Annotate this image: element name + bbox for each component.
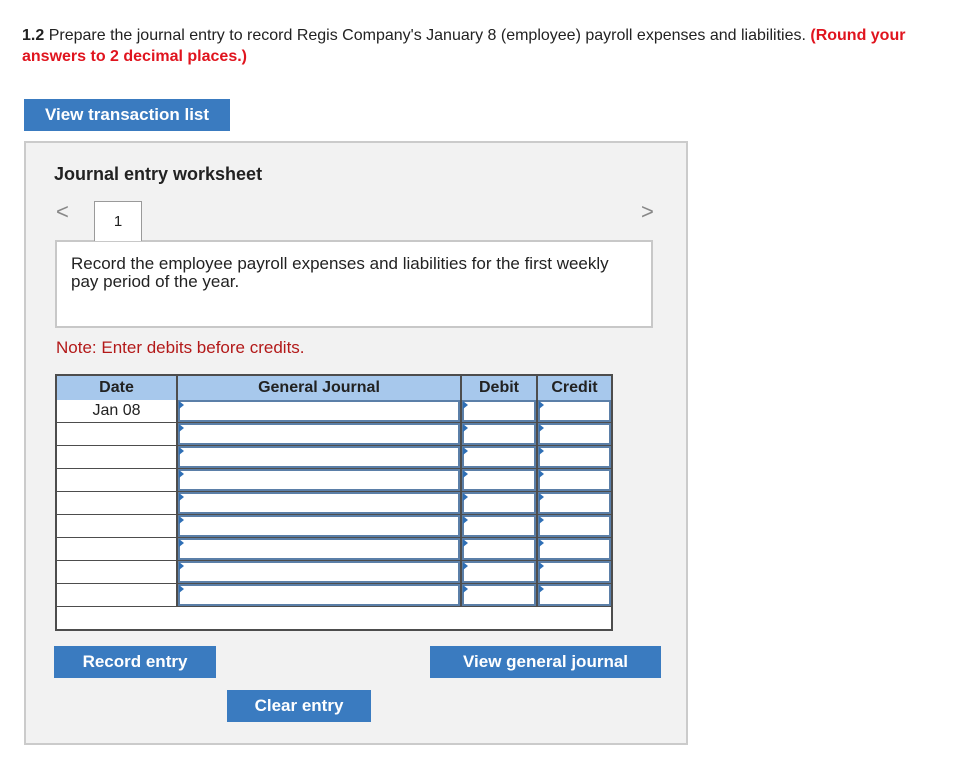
date-cell[interactable] bbox=[57, 423, 178, 446]
credit-input[interactable] bbox=[540, 471, 609, 489]
credit-cell bbox=[538, 538, 611, 561]
dropdown-marker-icon bbox=[463, 401, 468, 409]
debit-cell bbox=[462, 400, 538, 423]
account-input[interactable] bbox=[180, 425, 458, 443]
dropdown-marker-icon bbox=[539, 585, 544, 593]
journal-entry-worksheet bbox=[24, 141, 688, 745]
credit-input[interactable] bbox=[540, 402, 609, 420]
table-row bbox=[57, 492, 611, 515]
dropdown-marker-icon bbox=[179, 539, 184, 547]
dropdown-marker-icon bbox=[539, 562, 544, 570]
view-transaction-list-button[interactable]: View transaction list bbox=[24, 99, 230, 131]
date-cell[interactable] bbox=[57, 446, 178, 469]
journal-table bbox=[55, 374, 613, 631]
debit-input[interactable] bbox=[464, 425, 534, 443]
dropdown-marker-icon bbox=[463, 424, 468, 432]
dropdown-marker-icon bbox=[539, 401, 544, 409]
credit-cell bbox=[538, 515, 611, 538]
table-row bbox=[57, 400, 611, 423]
account-cell bbox=[178, 584, 462, 607]
chevron-right-icon[interactable]: > bbox=[641, 199, 654, 224]
clear-entry-button[interactable]: Clear entry bbox=[227, 690, 371, 722]
account-input[interactable] bbox=[180, 471, 458, 489]
column-header-general-journal: General Journal bbox=[178, 376, 462, 400]
dropdown-marker-icon bbox=[179, 585, 184, 593]
account-cell bbox=[178, 400, 462, 423]
dropdown-marker-icon bbox=[539, 470, 544, 478]
debit-input[interactable] bbox=[464, 540, 534, 558]
debit-input[interactable] bbox=[464, 402, 534, 420]
question-body: Prepare the journal entry to record Regis Company's January 8 (employee) payroll expenses and liabilities. bbox=[44, 27, 811, 44]
debit-cell bbox=[462, 492, 538, 515]
dropdown-marker-icon bbox=[179, 493, 184, 501]
dropdown-marker-icon bbox=[463, 562, 468, 570]
date-cell[interactable] bbox=[57, 469, 178, 492]
debit-cell bbox=[462, 446, 538, 469]
account-cell bbox=[178, 423, 462, 446]
account-cell bbox=[178, 561, 462, 584]
account-input[interactable] bbox=[180, 540, 458, 558]
account-cell bbox=[178, 492, 462, 515]
worksheet-tab-1[interactable]: 1 bbox=[94, 201, 142, 241]
chevron-left-icon[interactable]: < bbox=[56, 199, 69, 224]
date-cell[interactable] bbox=[57, 561, 178, 584]
dropdown-marker-icon bbox=[463, 539, 468, 547]
table-row bbox=[57, 446, 611, 469]
date-cell[interactable]: Jan 08 bbox=[57, 400, 178, 423]
debit-cell bbox=[462, 584, 538, 607]
debit-cell bbox=[462, 561, 538, 584]
dropdown-marker-icon bbox=[539, 447, 544, 455]
account-input[interactable] bbox=[180, 494, 458, 512]
account-input[interactable] bbox=[180, 517, 458, 535]
credit-cell bbox=[538, 469, 611, 492]
debit-input[interactable] bbox=[464, 471, 534, 489]
credit-cell bbox=[538, 492, 611, 515]
account-cell bbox=[178, 446, 462, 469]
credit-cell bbox=[538, 400, 611, 423]
dropdown-marker-icon bbox=[539, 516, 544, 524]
dropdown-marker-icon bbox=[179, 516, 184, 524]
dropdown-marker-icon bbox=[539, 493, 544, 501]
credit-input[interactable] bbox=[540, 517, 609, 535]
worksheet-title: Journal entry worksheet bbox=[54, 164, 263, 184]
credit-input[interactable] bbox=[540, 425, 609, 443]
column-header-credit: Credit bbox=[538, 376, 611, 400]
dropdown-marker-icon bbox=[179, 447, 184, 455]
debit-cell bbox=[462, 469, 538, 492]
account-cell bbox=[178, 469, 462, 492]
dropdown-marker-icon bbox=[463, 493, 468, 501]
question-text bbox=[22, 25, 957, 67]
view-general-journal-button[interactable]: View general journal bbox=[430, 646, 661, 678]
account-input[interactable] bbox=[180, 448, 458, 466]
credit-cell bbox=[538, 584, 611, 607]
round-note: (Round your answers to 2 decimal places.) bbox=[22, 27, 906, 65]
dropdown-marker-icon bbox=[179, 470, 184, 478]
date-cell[interactable] bbox=[57, 492, 178, 515]
credit-input[interactable] bbox=[540, 448, 609, 466]
dropdown-marker-icon bbox=[463, 447, 468, 455]
debit-cell bbox=[462, 515, 538, 538]
account-input[interactable] bbox=[180, 563, 458, 581]
debit-input[interactable] bbox=[464, 448, 534, 466]
table-row bbox=[57, 561, 611, 584]
debit-input[interactable] bbox=[464, 563, 534, 581]
dropdown-marker-icon bbox=[463, 516, 468, 524]
table-row bbox=[57, 538, 611, 561]
dropdown-marker-icon bbox=[179, 401, 184, 409]
credit-input[interactable] bbox=[540, 540, 609, 558]
worksheet-prompt: Record the employee payroll expenses and liabilities for the first weekly pay period of the year. bbox=[55, 240, 653, 328]
debit-input[interactable] bbox=[464, 517, 534, 535]
credit-cell bbox=[538, 446, 611, 469]
credit-cell bbox=[538, 423, 611, 446]
credit-input[interactable] bbox=[540, 494, 609, 512]
dropdown-marker-icon bbox=[463, 585, 468, 593]
question-number: 1.2 bbox=[22, 27, 45, 44]
column-header-debit: Debit bbox=[462, 376, 538, 400]
table-row bbox=[57, 584, 611, 607]
account-cell bbox=[178, 515, 462, 538]
dropdown-marker-icon bbox=[539, 424, 544, 432]
dropdown-marker-icon bbox=[539, 539, 544, 547]
date-cell[interactable] bbox=[57, 584, 178, 607]
account-input[interactable] bbox=[180, 402, 458, 420]
column-header-date: Date bbox=[57, 376, 178, 400]
account-cell bbox=[178, 538, 462, 561]
dropdown-marker-icon bbox=[179, 562, 184, 570]
dropdown-marker-icon bbox=[179, 424, 184, 432]
debit-cell bbox=[462, 538, 538, 561]
table-row bbox=[57, 469, 611, 492]
date-cell[interactable] bbox=[57, 515, 178, 538]
record-entry-button[interactable]: Record entry bbox=[54, 646, 216, 678]
debit-cell bbox=[462, 423, 538, 446]
credit-input[interactable] bbox=[540, 563, 609, 581]
date-cell[interactable] bbox=[57, 538, 178, 561]
credit-input[interactable] bbox=[540, 586, 609, 604]
credit-cell bbox=[538, 561, 611, 584]
table-row bbox=[57, 423, 611, 446]
table-row bbox=[57, 515, 611, 538]
debit-input[interactable] bbox=[464, 586, 534, 604]
debit-credit-note: Note: Enter debits before credits. bbox=[56, 338, 305, 357]
dropdown-marker-icon bbox=[463, 470, 468, 478]
account-input[interactable] bbox=[180, 586, 458, 604]
debit-input[interactable] bbox=[464, 494, 534, 512]
